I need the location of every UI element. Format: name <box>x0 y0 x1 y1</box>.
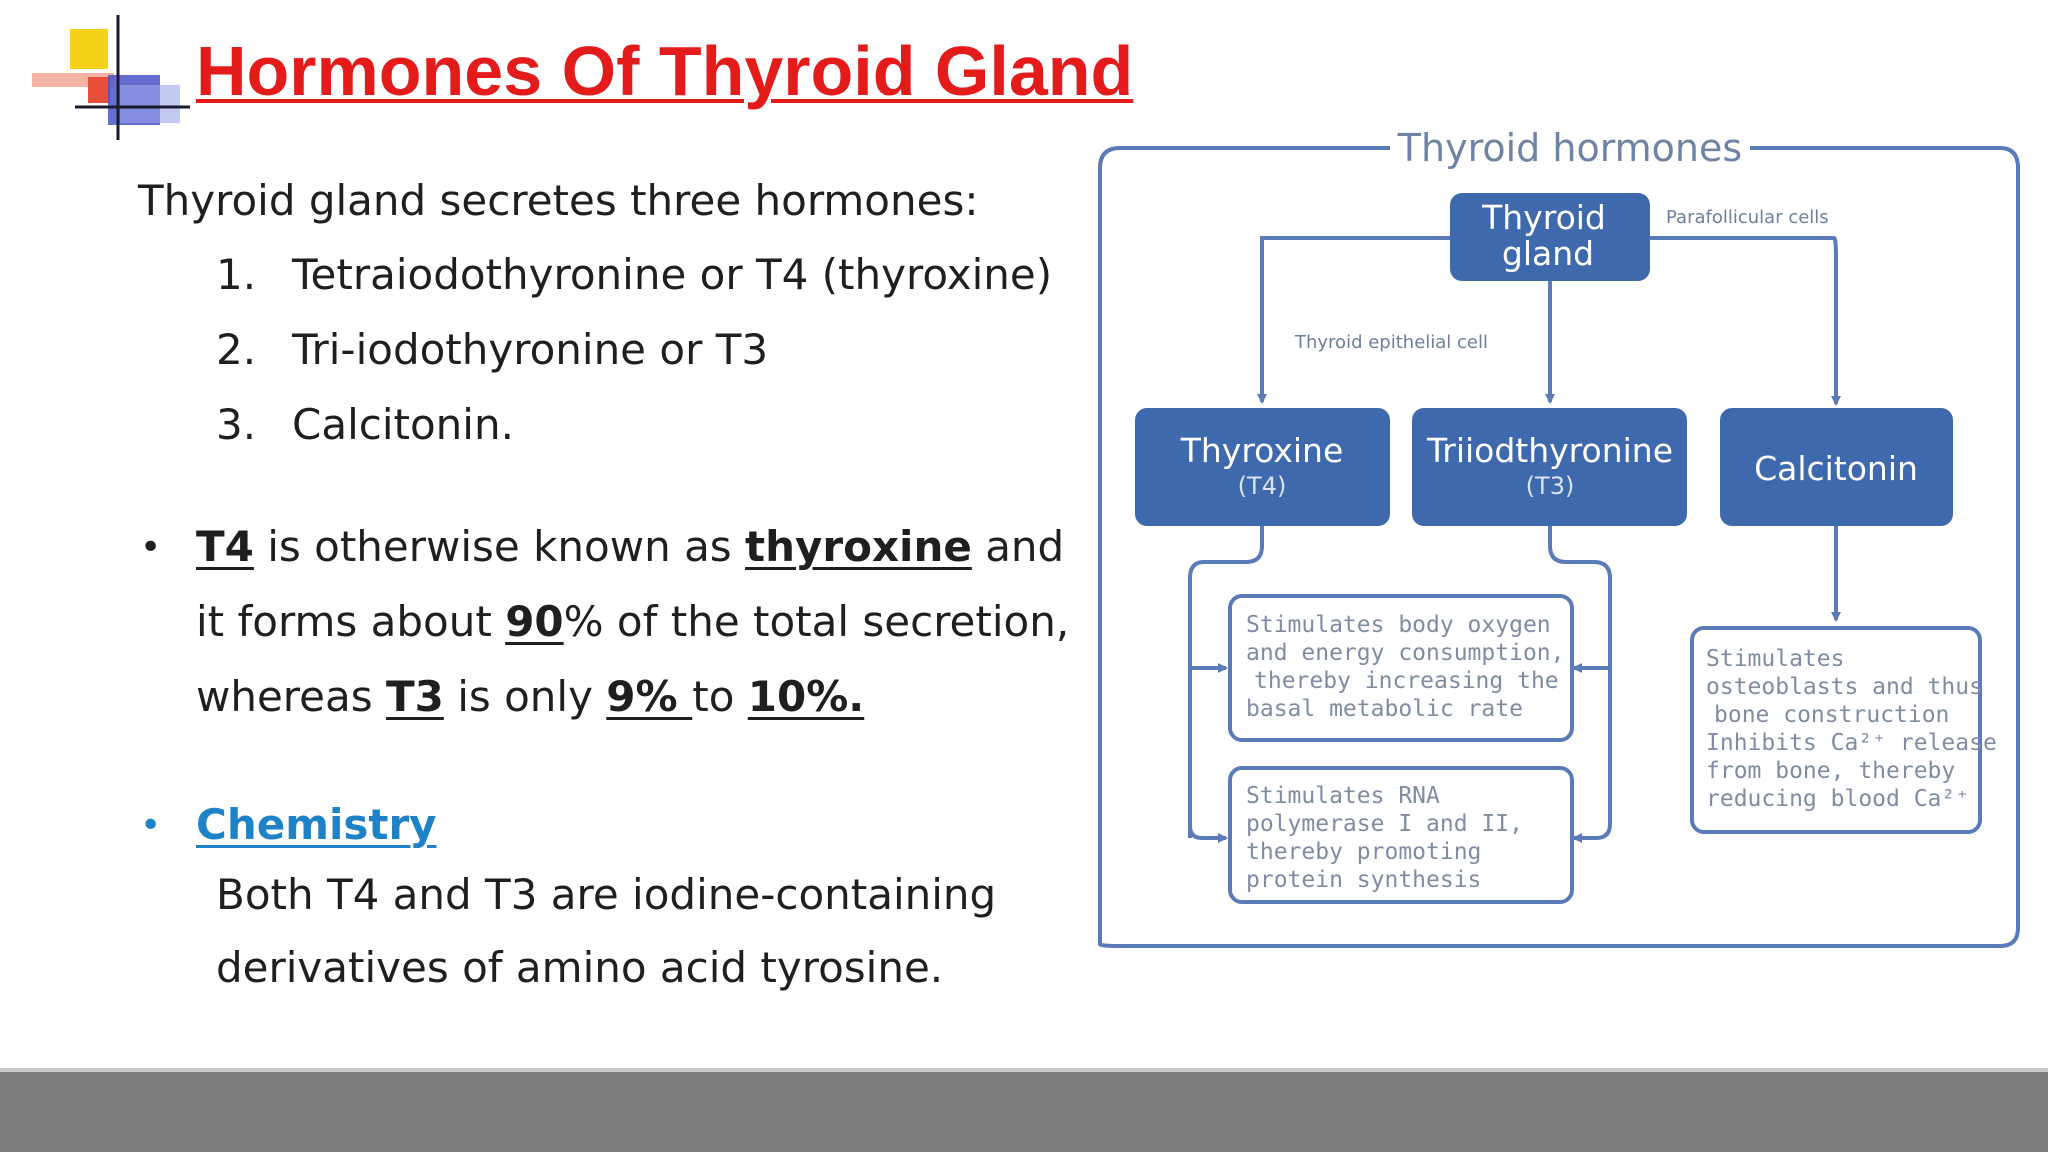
t4-paragraph-line1 <box>196 522 1064 572</box>
arrow-t4-rna <box>1190 826 1226 838</box>
parafollicular-note: Parafollicular cells <box>1666 207 1829 228</box>
t4-text-forms: it forms about <box>196 597 506 646</box>
t4-text-whereas: whereas <box>196 672 386 721</box>
bone-line-6: reducing blood Ca²⁺ <box>1706 786 1970 812</box>
thyroid-gland-label-1: Thyroid <box>1482 198 1606 237</box>
metabolic-line-1: Stimulates body oxygen <box>1246 612 1551 638</box>
chemistry-line2: derivatives of amino acid tyrosine. <box>216 943 944 992</box>
arrow-to-calcitonin <box>1650 238 1836 404</box>
bullet-chemistry: • <box>140 805 162 846</box>
t4-text-only: is only <box>443 672 607 721</box>
metabolic-line-2: and energy consumption, <box>1246 640 1565 666</box>
slide-title: Hormones Of Thyroid Gland <box>196 32 1134 110</box>
thyroid-hormones-diagram <box>1090 118 2030 958</box>
chemistry-line1: Both T4 and T3 are iodine-containing <box>216 870 997 919</box>
rna-line-3: thereby promoting <box>1246 839 1482 865</box>
bone-line-5: from bone, thereby <box>1706 758 1956 784</box>
epithelial-note: Thyroid epithelial cell <box>1295 332 1488 353</box>
list-item-t3: Tri-iodothyronine or T3 <box>292 325 769 374</box>
t4-text-to: to <box>692 672 748 721</box>
bone-line-1: Stimulates <box>1706 646 1845 672</box>
thyroxine-label: Thyroxine <box>1180 431 1344 470</box>
rna-line-4: protein synthesis <box>1246 867 1482 893</box>
t4-term: T4 <box>196 522 254 571</box>
rna-line-2: polymerase I and II, <box>1246 811 1523 837</box>
intro-text: Thyroid gland secretes three hormones: <box>138 176 979 225</box>
t4-text-and: and <box>971 522 1065 571</box>
ninety-value: 90 <box>505 597 564 646</box>
bone-line-2: osteoblasts and thus <box>1706 674 1983 700</box>
arrow-to-thyroxine <box>1262 238 1450 402</box>
metabolic-line-4: basal metabolic rate <box>1246 696 1523 722</box>
list-item-t4: Tetraiodothyronine or T4 (thyroxine) <box>292 250 1053 299</box>
t3-term: T3 <box>385 672 444 721</box>
ten-pct-value: 10%. <box>747 672 865 721</box>
cross-logo-icon <box>30 15 190 140</box>
t4-paragraph-line3 <box>196 672 864 722</box>
list-number-2: 2. <box>216 325 257 374</box>
thyroxine-term: thyroxine <box>745 522 972 571</box>
diagram-title: Thyroid hormones <box>1397 126 1743 170</box>
thyroid-gland-label-2: gland <box>1501 234 1595 273</box>
chemistry-link[interactable]: Chemistry <box>196 800 437 849</box>
rna-line-1: Stimulates RNA <box>1246 783 1440 809</box>
bottom-bar <box>0 1068 2048 1152</box>
metabolic-line-3: thereby increasing the <box>1254 668 1559 694</box>
triiodothyronine-label: Triiodthyronine <box>1426 431 1674 470</box>
calcitonin-label: Calcitonin <box>1754 449 1918 488</box>
t4-text-known: is otherwise known as <box>253 522 746 571</box>
list-item-calcitonin: Calcitonin. <box>292 400 514 449</box>
t4-paragraph-line2 <box>196 597 1069 647</box>
thyroxine-sub: (T4) <box>1237 472 1287 500</box>
bone-line-3: bone construction <box>1714 702 1950 728</box>
t4-text-percent: % of the total secretion, <box>563 597 1070 646</box>
bone-line-4: Inhibits Ca²⁺ release <box>1706 730 1997 756</box>
nine-pct-value: 9% <box>606 672 693 721</box>
triiodothyronine-sub: (T3) <box>1525 472 1575 500</box>
bullet-t4: • <box>140 527 162 568</box>
list-number-3: 3. <box>216 400 257 449</box>
list-number-1: 1. <box>216 250 257 299</box>
